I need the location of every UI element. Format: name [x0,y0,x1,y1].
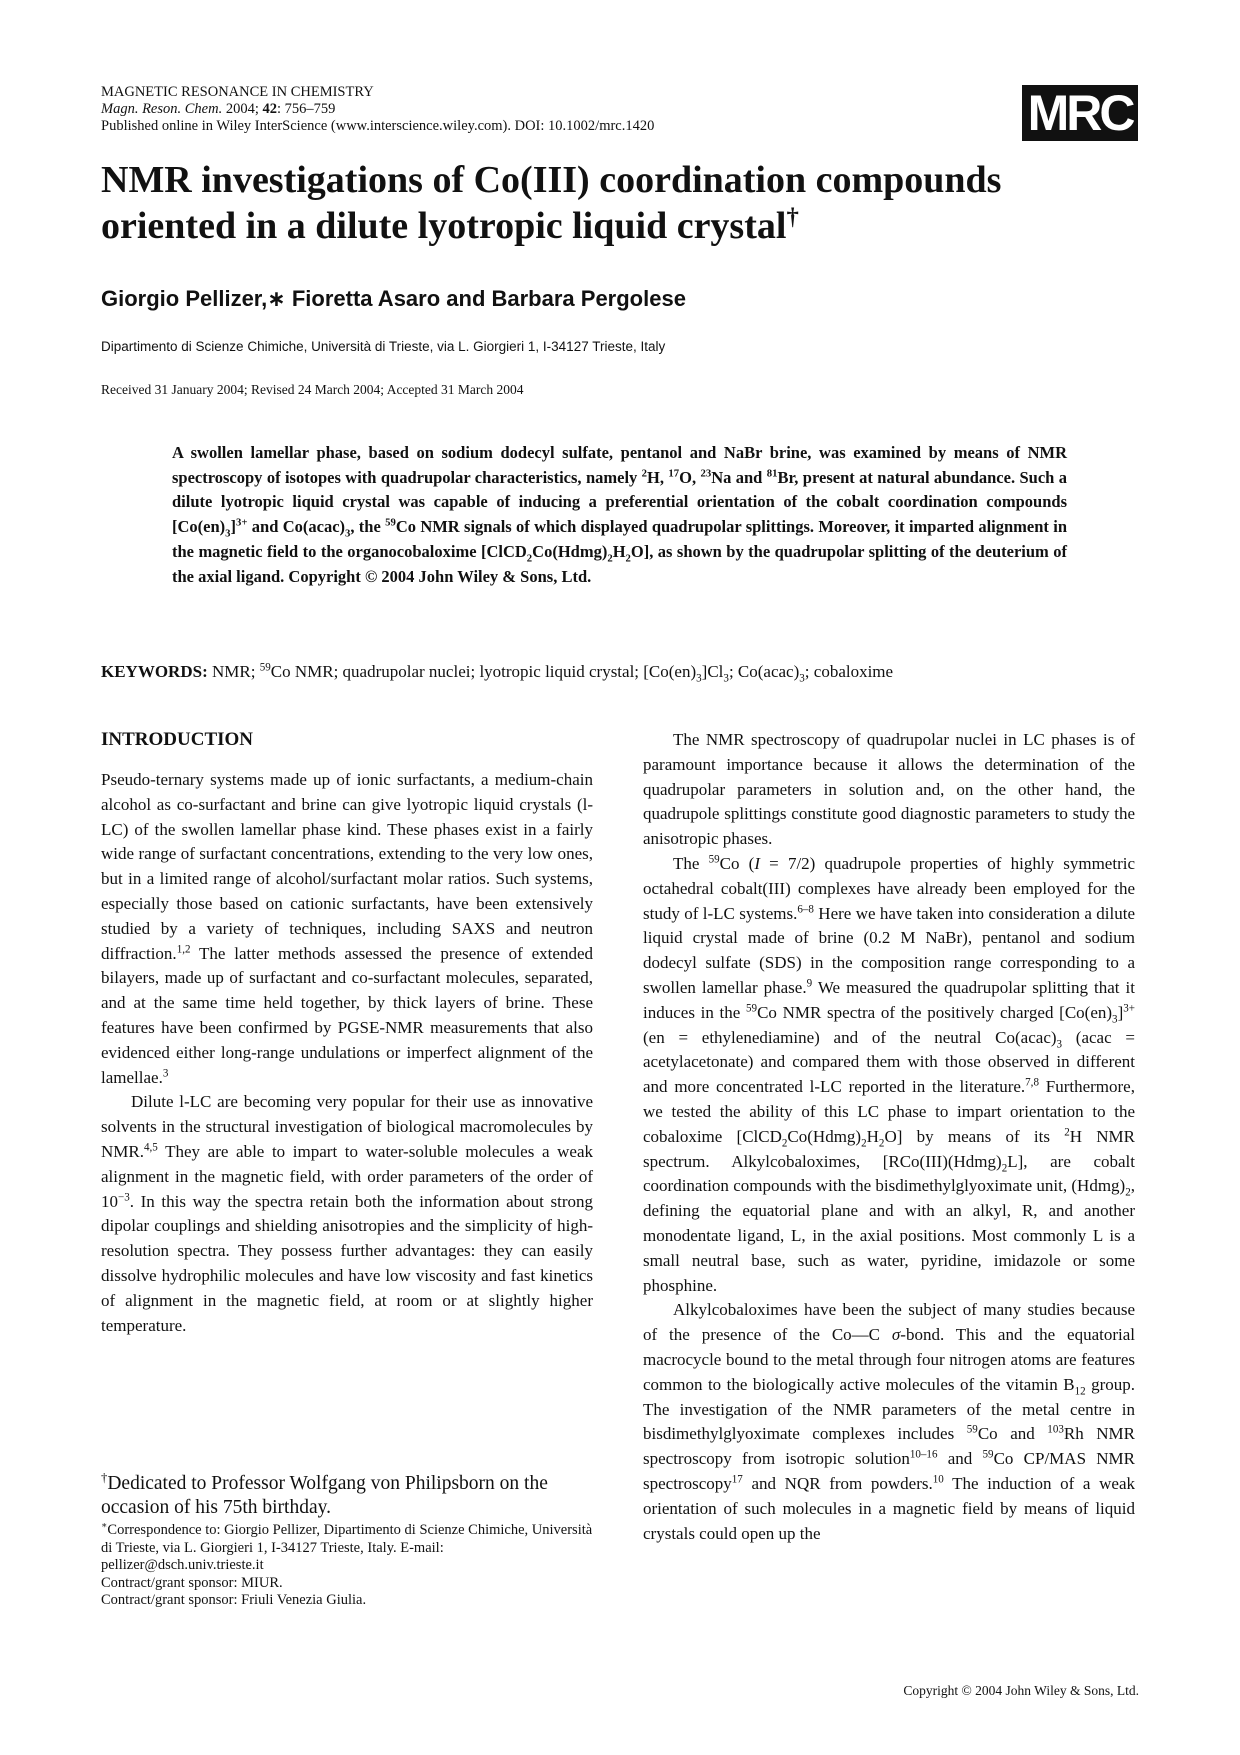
journal-header [101,84,1021,135]
citation-abbrev: Magn. Reson. Chem. [101,101,223,117]
keywords-label: KEYWORDS: [101,662,208,681]
correspondence-footnote: ∗Correspondence to: Giorgio Pellizer, Dipartimento di Scienze Chimiche, Università di Trieste, via L. Giorgieri 1, I-34127 Trieste, Italy. E-mail: pellizer@dsch.univ.trieste.it [101,1521,593,1574]
dedication-footnote: †Dedicated to Professor Wolfgang von Philipsborn on the occasion of his 75th birthday. [101,1470,548,1518]
grant-sponsor: Contract/grant sponsor: Friuli Venezia Giulia. [101,1592,367,1609]
paragraph: Alkylcobaloximes have been the subject of many studies because of the presence of the Co—C σ-bond. This and the equatorial macrocycle bound to the metal through four nitrogen atoms are features common to the biologically active molecules of the vitamin $B_{12}$ group. The investigation of the NMR parameters of the metal centre in bisdimethylglyoximate complexes includes $^{59}$Co and $^{103}$Rh NMR spectroscopy from isotropic solution$^{10-16}$ and $^{59}$Co CP/MAS NMR spectroscopy$^{17}$ and NQR from powders.$^{10}$ The induction of a weak orientation of such molecules in a magnetic field by means of liquid crystals could open up the [643,1300,1136,1543]
abstract: A swollen lamellar phase, based on sodium dodecyl sulfate, pentanol and NaBr brine, was examined by means of NMR spectroscopy of isotopes with quadrupolar characteristics, namely $^2$H, $^{17}$O, $^{23}$Na and $^{81}$Br, present at natural abundance. Such a dilute lyotropic liquid crystal was capable of inducing a preferential orientation of the cobalt coordination compounds $[Co(en)_3]^{3+}$ and $Co(acac)_3$, the $^{59}$Co NMR signals of which displayed quadrupolar splittings. Moreover, it imparted alignment in the magnetic field to the organocobaloxime $[ClCD_2Co(Hdmg)_2H_2O]$, as shown by the quadrupolar splitting of the deuterium of the axial ligand. Copyright © 2004 John Wiley & Sons, Ltd. [172,443,1067,586]
section-heading-introduction: INTRODUCTION [101,729,254,750]
journal-name: MAGNETIC RESONANCE IN CHEMISTRY [101,84,374,100]
grant-sponsor: Contract/grant sponsor: MIUR. [101,1574,283,1591]
author-list: Giorgio Pellizer,∗ Fioretta Asaro and Barbara Pergolese [101,286,686,311]
dagger-mark: † [786,203,799,231]
affiliation: Dipartimento di Scienze Chimiche, Università di Trieste, via L. Giorgieri 1, I-34127 Trieste, Italy [101,339,666,354]
citation: Magn. Reson. Chem. 2004; 42: 756–759 [101,101,336,117]
body-column-left [101,728,593,1338]
footnotes [101,1472,601,1610]
paragraph: Pseudo-ternary systems made up of ionic surfactants, a medium-chain alcohol as co-surfactant and brine can give lyotropic liquid crystals (l-LC) of the swollen lamellar phase kind. These phases exist in a fairly wide range of surfactant concentrations, extending to the very low ones, but in a limited range of alcohol/surfactant molar ratios. Such systems, especially those based on cationic surfactants, have been extensively studied by a variety of techniques, including SAXS and neutron diffraction.$^{1,2}$ The latter methods assessed the presence of extended bilayers, made up of surfactant and co-surfactant molecules, separated, and at the same time held together, by thick layers of brine. These features have been confirmed by PGSE-NMR measurements that also evidenced either long-range undulations or imperfect alignment of the lamellae.$^3$ [101,770,593,1087]
keywords: KEYWORDS: NMR; $^{59}$Co NMR; quadrupolar nuclei; lyotropic liquid crystal; $[Co(en)_3]Cl_3$; $Co(acac)_3$; cobaloxime [101,661,894,685]
body-column-right [643,728,1135,1546]
paragraph: The NMR spectroscopy of quadrupolar nuclei in LC phases is of paramount importance because it allows the determination of the quadrupolar parameters in solution and, on the other hand, the quadrupole splittings constitute good diagnostic parameters to study the anisotropic phases. [643,730,1135,849]
online-doi: Published online in Wiley InterScience (www.interscience.wiley.com). DOI: 10.1002/mrc.1420 [101,118,655,134]
article-title: NMR investigations of Co(III) coordination compounds oriented in a dilute lyotropic liquid crystal† [101,159,1002,247]
fraction: 7/2 [787,853,810,873]
paragraph: Dilute l-LC are becoming very popular for their use as innovative solvents in the structural investigation of biological macromolecules by NMR.$^{4,5}$ They are able to impart to water-soluble molecules a weak alignment in the magnetic field, with order parameters of the order of $10^{-3}$. In this way the spectra retain both the information about strong dipolar couplings and shielding anisotropies and the simplicity of high-resolution spectra. They possess further advantages: they can easily dissolve hydrophilic molecules and have low viscosity and fast kinetics of alignment in the magnetic field, at room or at slightly higher temperature. [101,1092,593,1335]
paragraph: The $^{59}$Co (I = 7/2) quadrupole properties of highly symmetric octahedral cobalt(III) complexes have already been employed for the study of l-LC systems.$^{6-8}$ Here we have taken into consideration a dilute liquid crystal made of brine (0.2 M NaBr), pentanol and sodium dodecyl sulfate (SDS) in the composition range corresponding to a swollen lamellar phase.$^9$ We measured the quadrupolar splitting that it induces in the $^{59}$Co NMR spectra of the positively charged $[Co(en)_3]^{3+}(en$ = ethylenediamine) and of the neutral $Co(acac)_3$ (acac = acetylacetonate) and compared them with those observed in different and more concentrated l-LC reported in the literature.$^{7,8}$ Furthermore, we tested the ability of this LC phase to impart orientation to the cobaloxime $[ClCD_2Co(Hdmg)_2H_2O]$ by means of its $^2$H NMR spectrum. Alkylcobaloximes, $[RCo(III)(Hdmg)_2L]$, are cobalt coordination compounds with the bisdimethylglyoximate unit, $(Hdmg)_2$, defining the equatorial plane and with an alkyl, R, and another monodentate ligand, L, in the axial positions. Most commonly L is a small neutral base, such as water, pyridine, imidazole or some phosphine. [643,853,1136,1295]
citation-volume: 42 [262,101,277,117]
received-dates: Received 31 January 2004; Revised 24 March 2004; Accepted 31 March 2004 [101,382,524,397]
copyright-footer: Copyright © 2004 John Wiley & Sons, Ltd. [903,1683,1139,1698]
corresponding-star: ∗ [267,286,286,311]
mrc-logo: MRC [1022,85,1138,141]
